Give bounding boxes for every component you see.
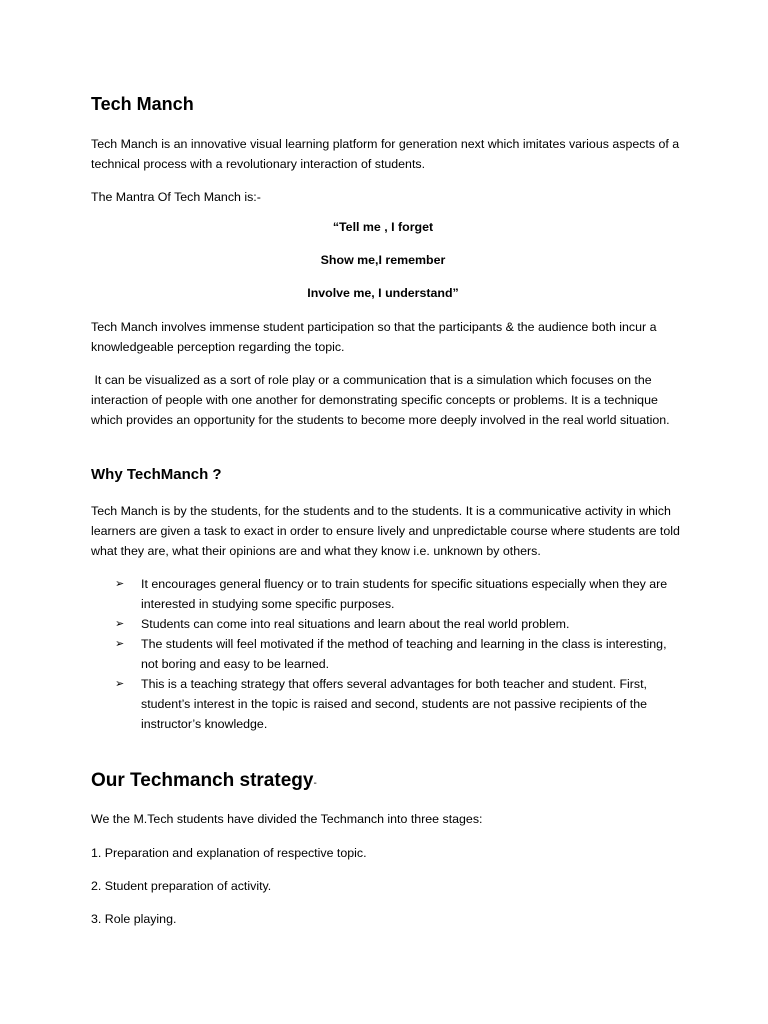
- strategy-heading-text: Our Techmanch strategy: [91, 770, 314, 791]
- mantra-line-3: Involve me, I understand”: [307, 286, 459, 300]
- stage-item-2: 2. Student preparation of activity.: [91, 879, 272, 893]
- roleplay-paragraph: It can be visualized as a sort of role play or a communication that is a simulation which focuses on the interaction of people with one another for demonstrating specific concepts or problems. It is a technique which provides an opportunity for the students to become more deeply involved in the real world situation.: [91, 373, 670, 427]
- list-item: [115, 614, 675, 634]
- document-title: Tech Manch: [91, 94, 194, 114]
- arrow-bullet-icon: ➢: [115, 678, 125, 690]
- list-item-text: Students can come into real situations and learn about the real world problem.: [141, 617, 570, 631]
- mantra-line-1: “Tell me , I forget: [332, 220, 434, 234]
- strategy-intro: We the M.Tech students have divided the Techmanch into three stages:: [91, 812, 483, 826]
- list-item-text: The students will feel motivated if the method of teaching and learning in the class is interesting, not boring and easy to be learned.: [141, 637, 667, 671]
- benefits-list: [115, 574, 675, 734]
- intro-paragraph: Tech Manch is an innovative visual learning platform for generation next which imitates various aspects of a technical process with a revolutionary interaction of students.: [91, 137, 680, 171]
- list-item: [115, 634, 675, 674]
- arrow-bullet-icon: ➢: [115, 638, 125, 650]
- stage-item-3: 3. Role playing.: [91, 912, 177, 926]
- why-heading: Why TechManch ?: [91, 466, 222, 483]
- stage-item-1: 1. Preparation and explanation of respective topic.: [91, 846, 367, 860]
- list-item: [115, 674, 675, 734]
- arrow-bullet-icon: ➢: [115, 578, 125, 590]
- strategy-heading: [91, 770, 317, 792]
- list-item-text: It encourages general fluency or to train students for specific situations especially when they are interested in studying some specific purposes.: [141, 577, 668, 611]
- participation-paragraph: Tech Manch involves immense student participation so that the participants & the audience both incur a knowledgeable perception regarding the topic.: [91, 320, 657, 354]
- mantra-line-2: Show me,I remember: [320, 253, 446, 267]
- mantra-intro: The Mantra Of Tech Manch is:-: [91, 190, 261, 204]
- list-item-text: This is a teaching strategy that offers several advantages for both teacher and student. First, student’s interest in the topic is raised and second, students are not passive recipients of the instructor’s knowledge.: [141, 677, 648, 731]
- arrow-bullet-icon: ➢: [115, 618, 125, 630]
- list-item: [115, 574, 675, 614]
- why-paragraph: Tech Manch is by the students, for the students and to the students. It is a communicative activity in which learners are given a task to exact in order to ensure lively and unpredictable course where students are told what they are, what their opinions are and what they know i.e. unknown by others.: [91, 504, 680, 558]
- strategy-heading-dash: -: [313, 778, 317, 789]
